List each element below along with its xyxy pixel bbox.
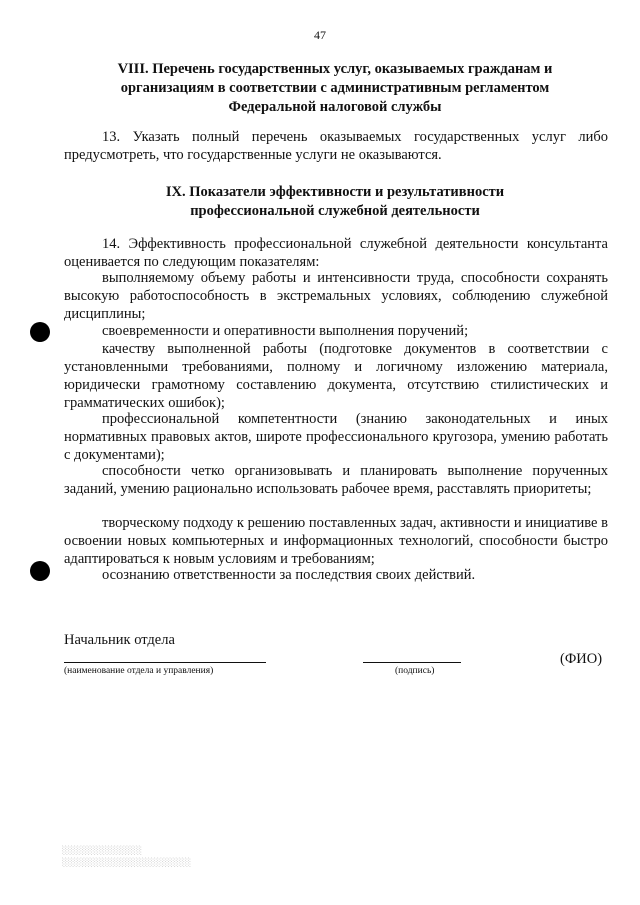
paragraph-13: 13. Указать полный перечень оказываемых государственных услуг либо предусмотреть, что государственные услуги не оказываются. bbox=[64, 129, 608, 163]
section-8-heading-line: организациям в соответствии с административным регламентом bbox=[120, 80, 550, 96]
department-caption: (наименование отдела и управления) bbox=[64, 666, 214, 676]
section-8-heading bbox=[70, 60, 600, 117]
section-8-heading-line: Федеральной налоговой службы bbox=[228, 99, 442, 115]
punch-hole bbox=[30, 561, 50, 581]
indicator-item: творческому подходу к решению поставленных задач, активности и инициативе в освоении новых компьютерных и информационных технологий, способности быстро адаптироваться к новым условиям и требованиям; bbox=[64, 515, 608, 567]
indicator-item: профессиональной компетентности (знанию законодательных и иных нормативных правовых актов, широте профессионального кругозора, умению работать с документами); bbox=[64, 411, 608, 463]
indicator-item: осознанию ответственности за последствия своих действий. bbox=[102, 567, 476, 583]
faint-stamp-line: ░░░░░░░░░░░░░░░░░░░░░ bbox=[62, 858, 192, 867]
indicator-item: качеству выполненной работы (подготовке документов в соответствии с установленными требованиями, полному и логичному изложению материала, юридически грамотному составлению документа, отсутствию стилистических и грамматических ошибок); bbox=[64, 341, 608, 411]
indicator-item: способности четко организовывать и планировать выполнение порученных заданий, умению рационально использовать рабочее время, расставлять приоритеты; bbox=[64, 463, 608, 497]
section-8-heading-line: VIII. Перечень государственных услуг, оказываемых гражданам и bbox=[117, 61, 553, 77]
paragraph-14-intro: 14. Эффективность профессиональной служебной деятельности консультанта оценивается по следующим показателям: bbox=[64, 236, 608, 270]
section-9-heading bbox=[70, 183, 600, 221]
signature-caption: (подпись) bbox=[395, 666, 435, 676]
department-line bbox=[64, 662, 266, 663]
signature-title: Начальник отдела bbox=[64, 632, 175, 648]
faint-stamp-line: ░░░░░░░░░░░░░ bbox=[62, 846, 142, 855]
page-number: 47 bbox=[314, 28, 326, 42]
indicator-item: выполняемому объему работы и интенсивности труда, способности сохранять высокую работоспособность в экстремальных условиях, соблюдению служебной дисциплины; bbox=[64, 270, 608, 322]
name-label: (ФИО) bbox=[560, 651, 603, 667]
signature-line bbox=[363, 662, 461, 663]
section-9-heading-line: профессиональной служебной деятельности bbox=[190, 203, 480, 219]
section-9-heading-line: IX. Показатели эффективности и результативности bbox=[165, 184, 505, 200]
punch-hole bbox=[30, 322, 50, 342]
indicator-item: своевременности и оперативности выполнения поручений; bbox=[102, 323, 469, 339]
